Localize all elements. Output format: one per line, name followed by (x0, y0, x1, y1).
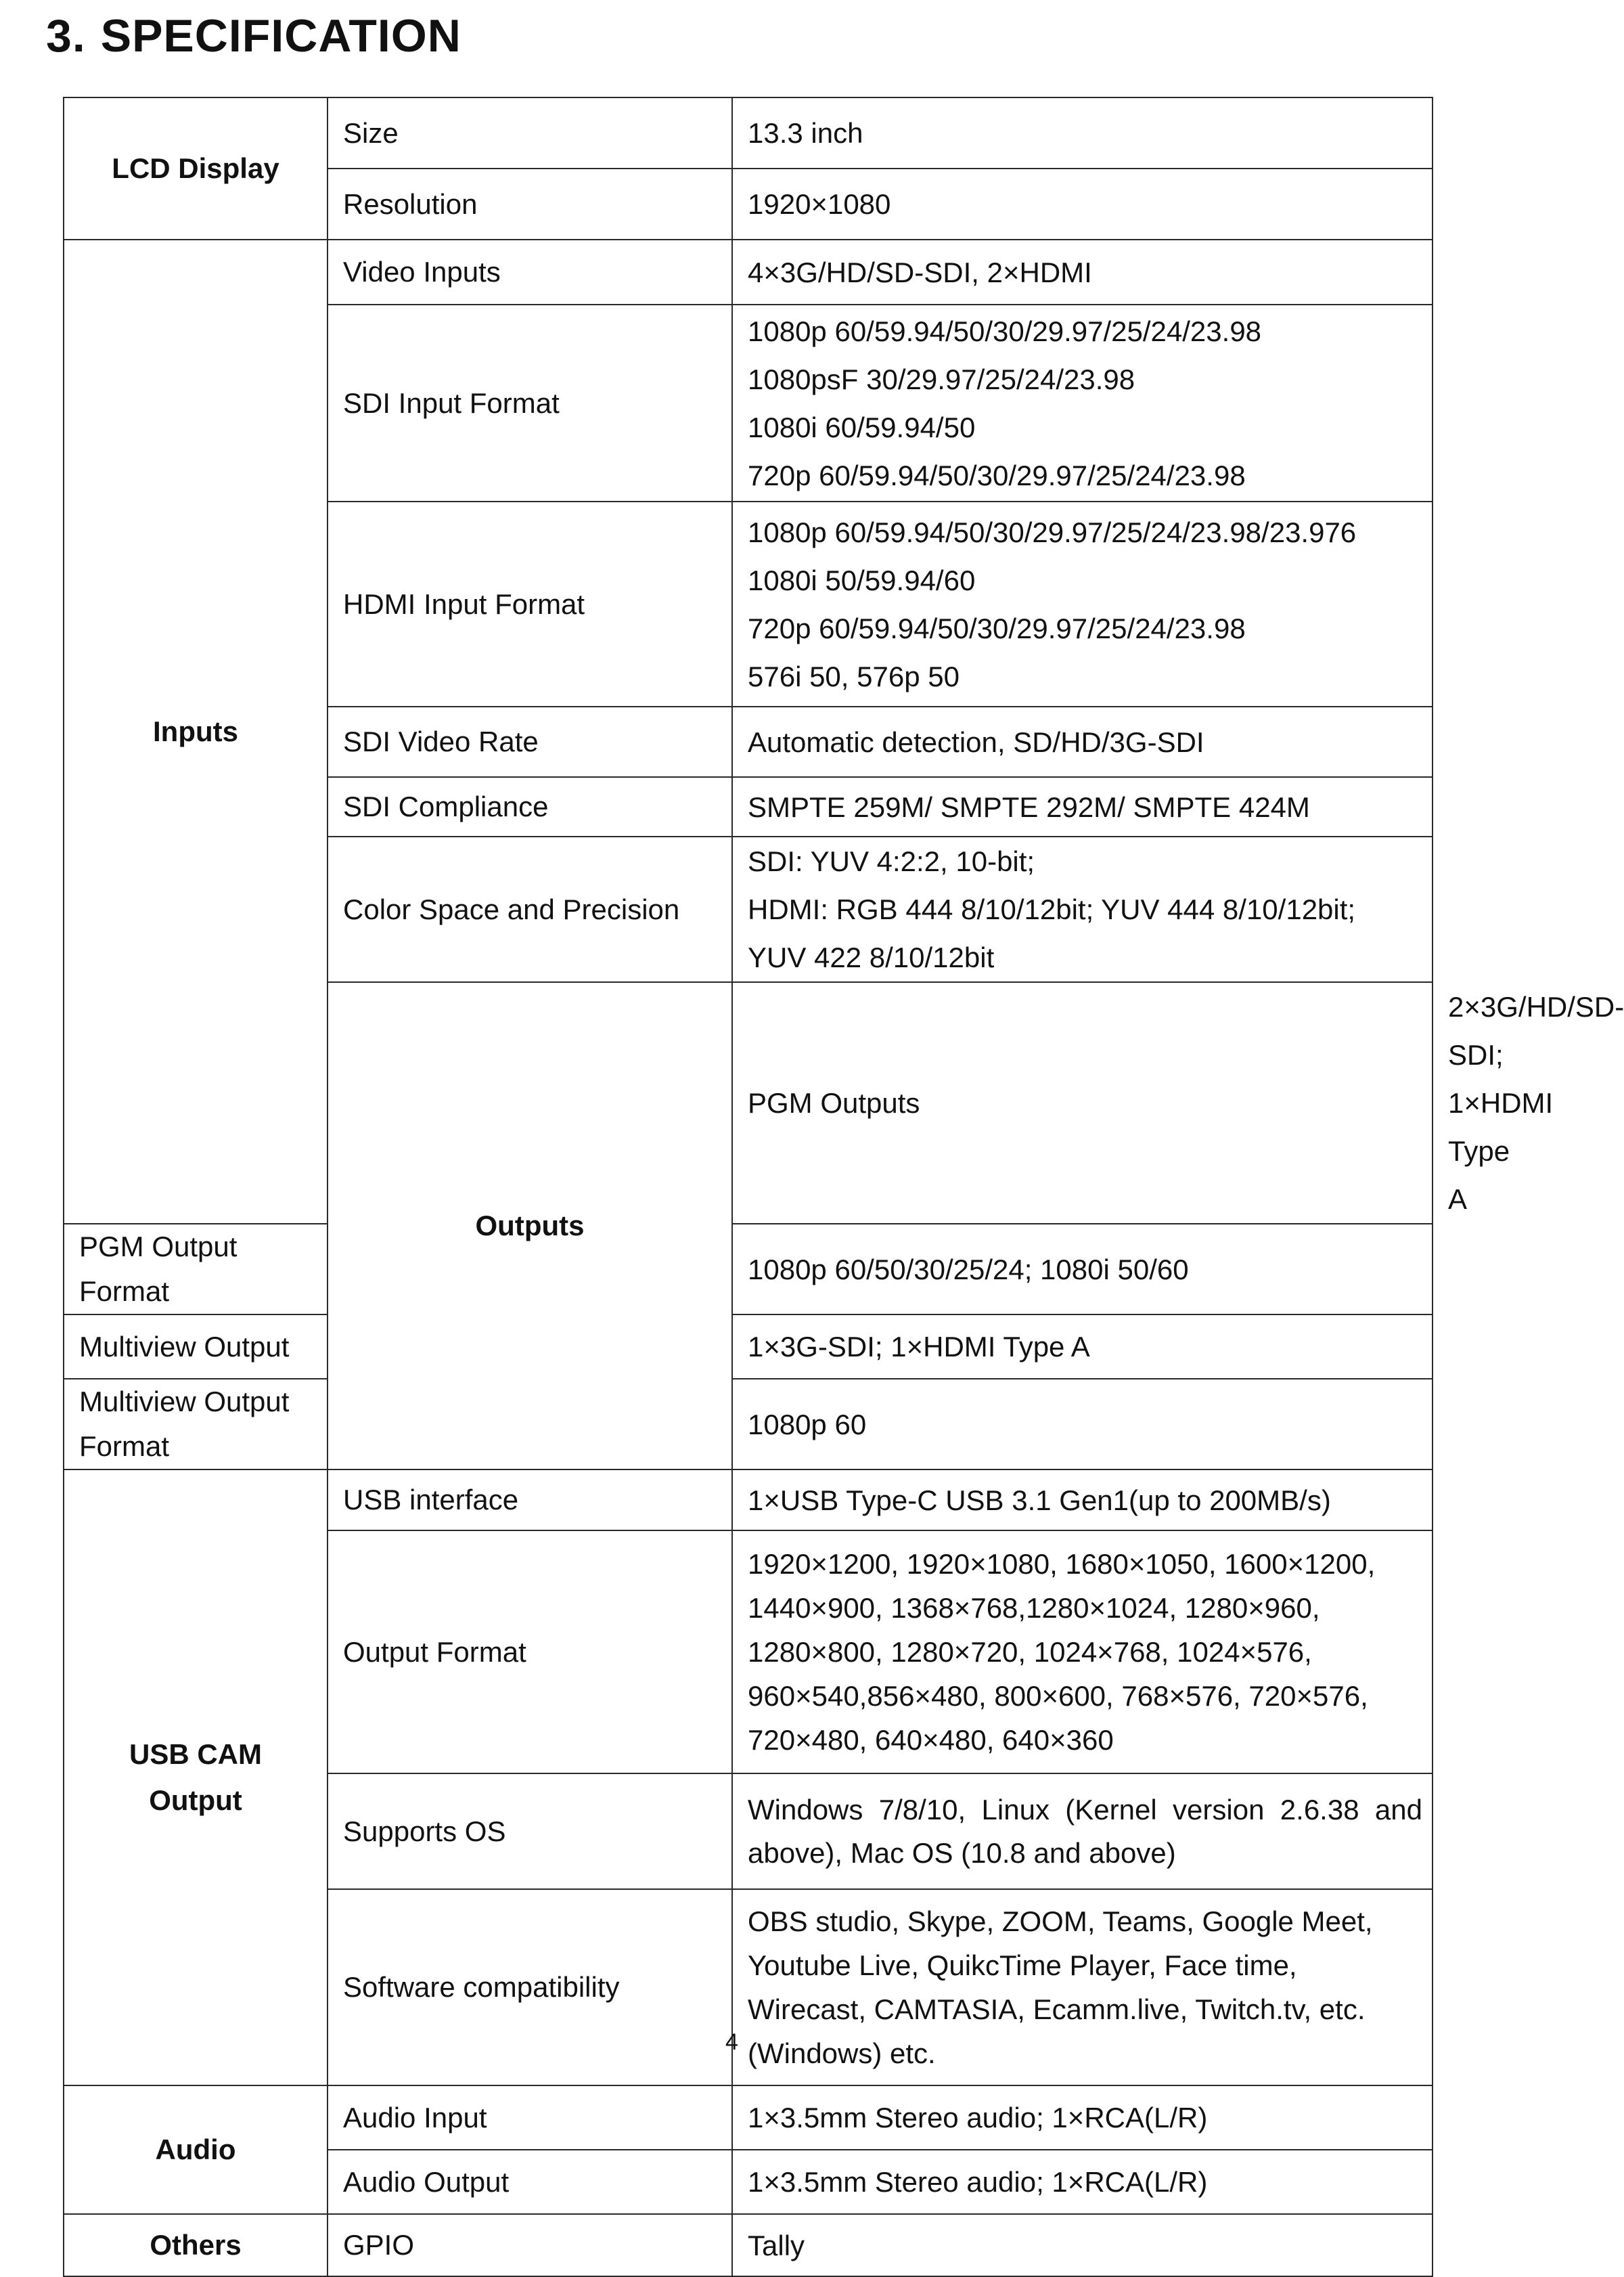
color-space-line: SDI: YUV 4:2:2, 10-bit; (748, 845, 1035, 877)
table-row (64, 97, 1433, 169)
table-row (64, 1224, 1433, 1314)
spec-value-hdmi-input-format (732, 502, 1433, 707)
spec-value-sdi-input-format (732, 305, 1433, 502)
software-line: (Windows) etc. (748, 2037, 936, 2069)
category-usb-output-line: Output (149, 1784, 242, 1816)
spec-label-video-inputs: Video Inputs (328, 240, 732, 305)
spec-label-size: Size (328, 97, 732, 169)
page-title (46, 9, 461, 62)
table-row (64, 1469, 1433, 1530)
spec-value-multiview-output-format: 1080p 60 (732, 1379, 1433, 1469)
spec-label-usb-interface: USB interface (328, 1469, 732, 1530)
output-format-line: 1920×1200, 1920×1080, 1680×1050, 1600×1200, (748, 1548, 1376, 1580)
hdmi-format-line: 1080p 60/59.94/50/30/29.97/25/24/23.98/23.976 (748, 516, 1357, 548)
software-line: Youtube Live, QuikcTime Player, Face time, (748, 1949, 1297, 1981)
sdi-format-line: 1080psF 30/29.97/25/24/23.98 (748, 363, 1135, 395)
table-row: Outputs PGM Outputs 2×3G/HD/SD-SDI; 1×HDMI Type A (64, 982, 1433, 1224)
output-format-line: 960×540,856×480, 800×600, 768×576, 720×576, (748, 1680, 1368, 1712)
page-number: 4 (725, 2029, 738, 2055)
section-number: 3. (46, 10, 86, 62)
category-inputs: Inputs (64, 240, 328, 1224)
category-lcd-display: LCD Display (64, 97, 328, 240)
category-others: Others (64, 2214, 328, 2276)
spec-value-sdi-compliance: SMPTE 259M/ SMPTE 292M/ SMPTE 424M (732, 777, 1433, 837)
category-usb-cam-output (64, 1469, 328, 2085)
category-audio: Audio (64, 2085, 328, 2214)
spec-value-color-space (732, 837, 1433, 982)
spec-value-software-compatibility (732, 1889, 1433, 2085)
table-row (64, 2085, 1433, 2150)
color-space-line: YUV 422 8/10/12bit (748, 942, 995, 973)
spec-label-color-space: Color Space and Precision (328, 837, 732, 982)
spec-value-size: 13.3 inch (732, 97, 1433, 169)
spec-label-pgm-output-format: PGM Output Format (64, 1224, 328, 1314)
spec-value-video-inputs: 4×3G/HD/SD-SDI, 2×HDMI (732, 240, 1433, 305)
sdi-format-line: 1080p 60/59.94/50/30/29.97/25/24/23.98 (748, 315, 1262, 347)
spec-label-supports-os: Supports OS (328, 1773, 732, 1889)
spec-label-resolution: Resolution (328, 169, 732, 240)
spec-value-audio-input: 1×3.5mm Stereo audio; 1×RCA(L/R) (732, 2085, 1433, 2150)
output-format-line: 720×480, 640×480, 640×360 (748, 1724, 1114, 1756)
spec-value-multiview-output: 1×3G-SDI; 1×HDMI Type A (732, 1314, 1433, 1379)
section-title: SPECIFICATION (100, 10, 461, 62)
hdmi-format-line: 576i 50, 576p 50 (748, 660, 960, 692)
hdmi-format-line: 1080i 50/59.94/60 (748, 564, 976, 596)
spec-value-supports-os: Windows 7/8/10, Linux (Kernel version 2.6.38 and above), Mac OS (10.8 and above) (732, 1773, 1433, 1889)
spec-value-pgm-output-format: 1080p 60/50/30/25/24; 1080i 50/60 (732, 1224, 1433, 1314)
spec-label-sdi-input-format: SDI Input Format (328, 305, 732, 502)
output-format-line: 1440×900, 1368×768,1280×1024, 1280×960, (748, 1592, 1320, 1624)
spec-label-pgm-outputs: PGM Outputs (732, 982, 1433, 1224)
table-row (64, 2214, 1433, 2276)
spec-value-output-format (732, 1530, 1433, 1773)
spec-label-output-format: Output Format (328, 1530, 732, 1773)
sdi-format-line: 1080i 60/59.94/50 (748, 411, 976, 443)
color-space-line: HDMI: RGB 444 8/10/12bit; YUV 444 8/10/12bit; (748, 893, 1356, 925)
spec-value-audio-output: 1×3.5mm Stereo audio; 1×RCA(L/R) (732, 2150, 1433, 2214)
table-row (64, 1314, 1433, 1379)
spec-label-software-compatibility: Software compatibility (328, 1889, 732, 2085)
output-format-line: 1280×800, 1280×720, 1024×768, 1024×576, (748, 1636, 1312, 1668)
spec-value-usb-interface: 1×USB Type-C USB 3.1 Gen1(up to 200MB/s) (732, 1469, 1433, 1530)
spec-value-sdi-video-rate: Automatic detection, SD/HD/3G-SDI (732, 707, 1433, 777)
hdmi-format-line: 720p 60/59.94/50/30/29.97/25/24/23.98 (748, 612, 1246, 644)
spec-label-audio-input: Audio Input (328, 2085, 732, 2150)
software-line: OBS studio, Skype, ZOOM, Teams, Google Meet, (748, 1905, 1373, 1937)
specification-table (63, 97, 1624, 2277)
spec-label-sdi-video-rate: SDI Video Rate (328, 707, 732, 777)
spec-label-sdi-compliance: SDI Compliance (328, 777, 732, 837)
spec-label-multiview-output: Multiview Output (64, 1314, 328, 1379)
category-usb-cam-line: USB CAM (129, 1738, 262, 1770)
spec-label-multiview-output-format: Multiview Output Format (64, 1379, 328, 1469)
spec-label-audio-output: Audio Output (328, 2150, 732, 2214)
spec-value-resolution: 1920×1080 (732, 169, 1433, 240)
category-outputs: Outputs (328, 982, 732, 1469)
table-row (64, 240, 1433, 305)
spec-label-gpio: GPIO (328, 2214, 732, 2276)
spec-value-gpio: Tally (732, 2214, 1433, 2276)
spec-label-hdmi-input-format: HDMI Input Format (328, 502, 732, 707)
table-row (64, 1379, 1433, 1469)
sdi-format-line: 720p 60/59.94/50/30/29.97/25/24/23.98 (748, 459, 1246, 491)
software-line: Wirecast, CAMTASIA, Ecamm.live, Twitch.tv, etc. (748, 1993, 1366, 2025)
